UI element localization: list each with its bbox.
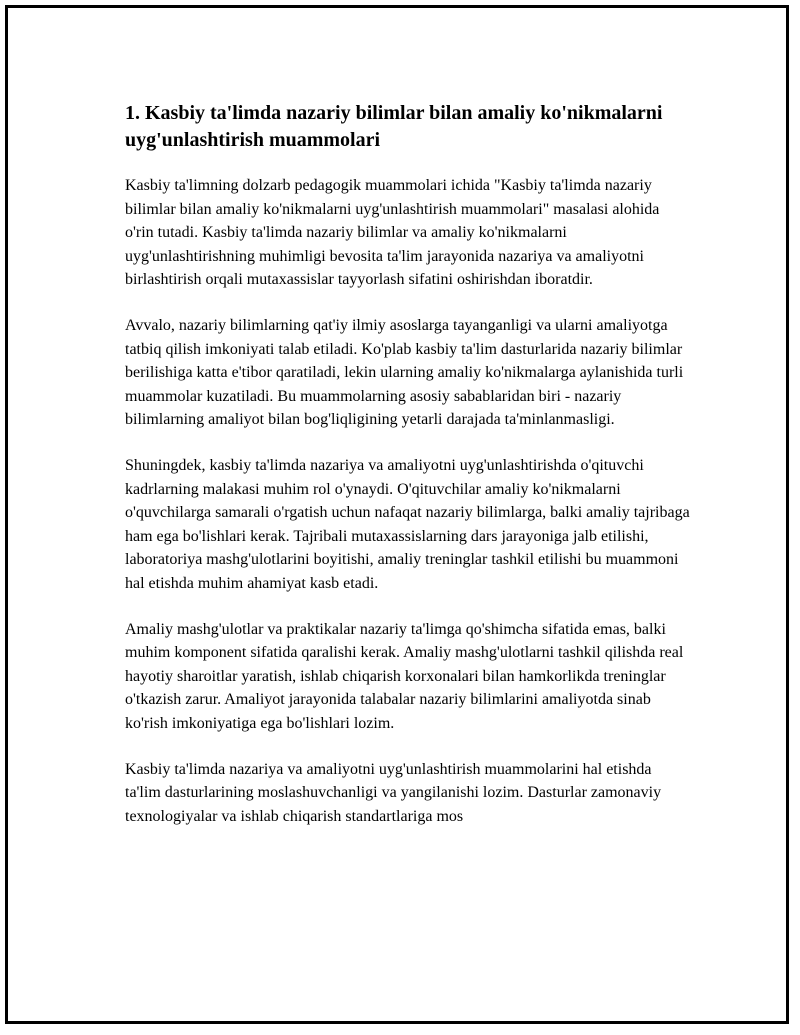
paragraph-1: Kasbiy ta'limning dolzarb pedagogik muammolari ichida "Kasbiy ta'limda nazariy bilimlar bilan amaliy ko'nikmalarni uyg'unlashtirish muammolari" masalasi alohida o'rin tutadi. Kasbiy ta'limda nazariy bilimlar va amaliy ko'nikmalarni uyg'unlashtirishning muhimligi bevosita ta'lim jarayonida nazariya va amaliyotni birlashtirish orqali mutaxassislar tayyorlash sifatini oshirishdan iboratdir. bbox=[125, 177, 660, 288]
document-body bbox=[125, 100, 691, 851]
page-frame bbox=[5, 5, 789, 1024]
paragraph-2: Avvalo, nazariy bilimlarning qat'iy ilmiy asoslarga tayanganligi va ularni amaliyotga tatbiq qilish imkoniyati talab etiladi. Ko'plab kasbiy ta'lim dasturlarida nazariy bilimlar berilishiga katta e'tibor qaratiladi, lekin ularning amaliy ko'nikmalarga aylanishida turli muammolar kuzatiladi. Bu muammolarning asosiy sabablaridan biri - nazariy bilimlarning amaliyot bilan bog'liqligining yetarli darajada ta'minlanmasligi. bbox=[125, 317, 684, 428]
section-title: 1. Kasbiy ta'limda nazariy bilimlar bilan amaliy ko'nikmalarni uyg'unlashtirish muammolari bbox=[125, 102, 663, 151]
paragraph-3: Shuningdek, kasbiy ta'limda nazariya va amaliyotni uyg'unlashtirishda o'qituvchi kadrlarning malakasi muhim rol o'ynaydi. O'qituvchilar amaliy ko'nikmalarni o'quvchilarga samarali o'rgatish uchun nafaqat nazariy bilimlarga, balki amaliy tajribaga ham ega bo'lishlari kerak. Tajribali mutaxassislarning dars jarayoniga jalb etilishi, laboratoriya mashg'ulotlarini boyitishi, amaliy treninglar tashkil etilishi bu muammoni hal etishda muhim ahamiyat kasb etadi. bbox=[125, 457, 690, 592]
paragraph-5: Kasbiy ta'limda nazariya va amaliyotni uyg'unlashtirish muammolarini hal etishda ta'lim dasturlarining moslashuvchanligi va yangilanishi lozim. Dasturlar zamonaviy texnologiyalar va ishlab chiqarish standartlariga mos bbox=[125, 760, 662, 825]
paragraph-4: Amaliy mashg'ulotlar va praktikalar nazariy ta'limga qo'shimcha sifatida emas, balki muhim komponent sifatida qaralishi kerak. Amaliy mashg'ulotlarni tashkil qilishda real hayotiy sharoitlar yaratish, ishlab chiqarish korxonalari bilan hamkorlikda treninglar o'tkazish zarur. Amaliyot jarayonida talabalar nazariy bilimlarini amaliyotda sinab ko'rish imkoniyatiga ega bo'lishlari lozim. bbox=[125, 620, 684, 732]
